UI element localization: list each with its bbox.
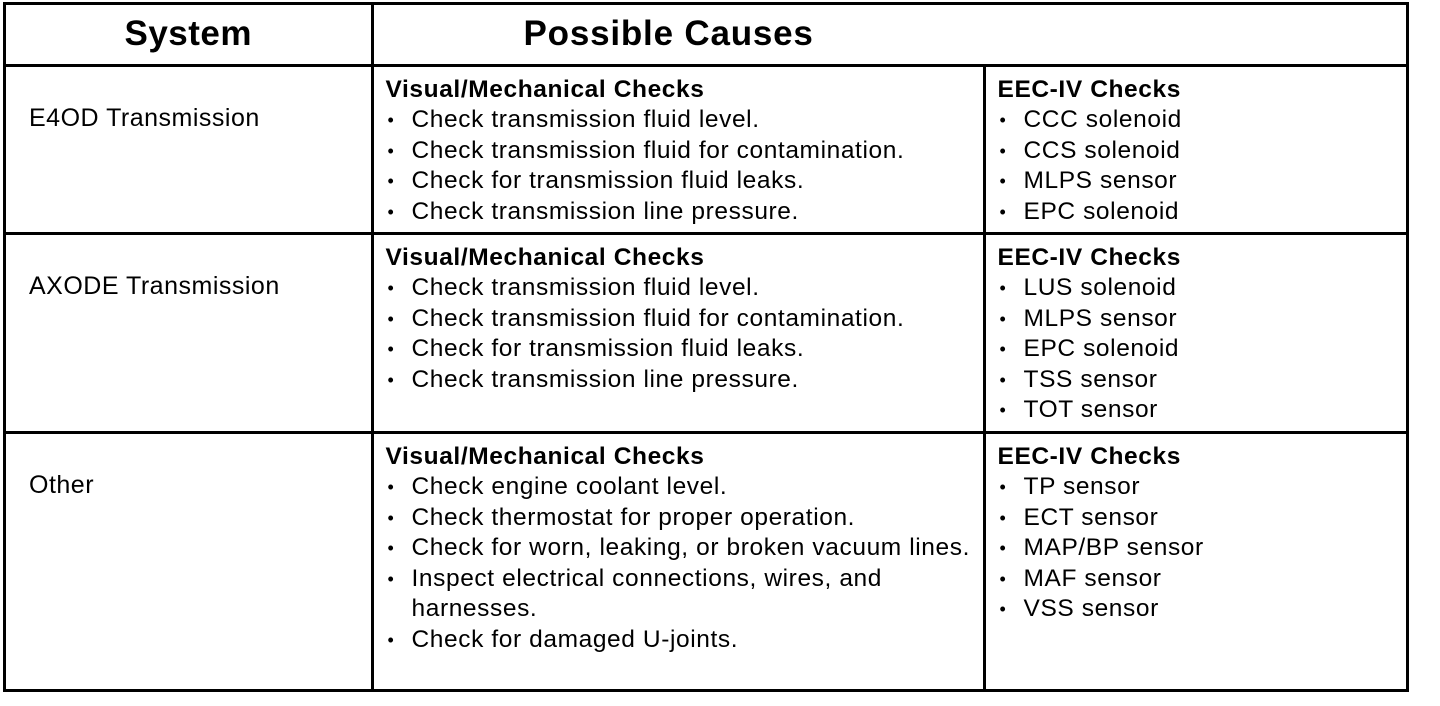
bullet-icon: • [999, 400, 1007, 420]
list-item-text: MLPS sensor [1023, 167, 1178, 194]
bullet-icon: • [387, 629, 395, 650]
bullet-icon: • [999, 538, 1007, 558]
list-item-text: CCS solenoid [1023, 136, 1181, 164]
list-item [386, 304, 975, 335]
bullet-icon: • [387, 140, 395, 161]
bullet-icon: • [999, 568, 1007, 589]
eec-checks-cell [984, 432, 1406, 689]
visual-checks-list [386, 273, 975, 395]
list-item [998, 503, 1399, 534]
list-item [998, 594, 1399, 625]
bullet-icon: • [387, 477, 395, 497]
list-item [998, 395, 1399, 426]
list-item [998, 197, 1399, 228]
list-item-text: Check for transmission fluid leaks. [411, 335, 805, 362]
bullet-icon: • [999, 308, 1007, 329]
visual-checks-cell [372, 233, 984, 432]
list-item-text: Check for transmission fluid leaks. [411, 167, 805, 194]
visual-checks-cell [372, 432, 984, 689]
list-item-text: EPC solenoid [1023, 335, 1180, 362]
list-item [386, 365, 975, 396]
list-item [386, 105, 975, 136]
list-item-text: Check thermostat for proper operation. [411, 503, 856, 531]
list-item [386, 334, 975, 365]
eec-checks-title: EEC-IV Checks [997, 243, 1181, 271]
list-item [998, 105, 1399, 136]
list-item [998, 533, 1399, 564]
list-item-text: Check for worn, leaking, or broken vacuum lines. [411, 534, 971, 561]
list-item-text: Check transmission line pressure. [411, 197, 799, 225]
list-item-text: Check transmission fluid level. [411, 106, 760, 133]
bullet-icon: • [999, 201, 1007, 222]
eec-checks-list [998, 273, 1399, 426]
list-item-text: Check for damaged U-joints. [411, 625, 739, 653]
list-item-text: Check transmission fluid for contamination. [411, 136, 905, 164]
bullet-icon: • [999, 171, 1007, 191]
bullet-icon: • [387, 568, 395, 589]
bullet-icon: • [999, 140, 1007, 161]
bullet-icon: • [999, 369, 1007, 390]
list-item-text: CCC solenoid [1023, 106, 1182, 133]
list-item-text: MAF sensor [1023, 564, 1162, 592]
visual-checks-title: Visual/Mechanical Checks [385, 75, 705, 103]
list-item [998, 365, 1399, 396]
diagnostic-table-frame [3, 2, 1409, 692]
visual-checks-title: Visual/Mechanical Checks [385, 243, 705, 271]
bullet-icon: • [387, 171, 395, 191]
list-item [998, 564, 1399, 595]
list-item-text: Check engine coolant level. [411, 473, 728, 500]
bullet-icon: • [387, 538, 395, 558]
list-item-text: TOT sensor [1023, 396, 1158, 423]
table-row [6, 65, 1406, 233]
list-item [386, 503, 975, 534]
list-item-text: EPC solenoid [1023, 197, 1180, 225]
header-possible-causes: Possible Causes [372, 5, 1406, 65]
bullet-icon: • [387, 369, 395, 390]
list-item [386, 197, 975, 228]
eec-checks-cell [984, 65, 1406, 233]
bullet-icon: • [999, 477, 1007, 497]
bullet-icon: • [999, 339, 1007, 359]
list-item-text: Check transmission fluid for contamination. [411, 304, 905, 332]
bullet-icon: • [387, 339, 395, 359]
list-item-text: LUS solenoid [1023, 274, 1177, 301]
list-item [386, 166, 975, 197]
visual-checks-title: Visual/Mechanical Checks [385, 442, 705, 470]
list-item [386, 625, 975, 656]
list-item [998, 304, 1399, 335]
list-item-text: ECT sensor [1023, 503, 1159, 531]
bullet-icon: • [999, 110, 1007, 130]
system-cell: AXODE Transmission [6, 233, 372, 432]
system-cell: E4OD Transmission [6, 65, 372, 233]
list-item-text: Check transmission line pressure. [411, 365, 799, 393]
list-item-text: VSS sensor [1023, 595, 1159, 622]
list-item-text: Check transmission fluid level. [411, 274, 760, 301]
bullet-icon: • [387, 110, 395, 130]
table-row [6, 233, 1406, 432]
eec-checks-title: EEC-IV Checks [997, 75, 1181, 103]
header-system: System [6, 5, 372, 65]
list-item-text: MLPS sensor [1023, 304, 1178, 332]
diagnostic-table [6, 5, 1406, 689]
list-item [386, 533, 975, 564]
eec-checks-title: EEC-IV Checks [997, 442, 1181, 470]
list-item [386, 273, 975, 304]
list-item-text: MAP/BP sensor [1023, 534, 1204, 561]
bullet-icon: • [387, 201, 395, 222]
table-header-row [6, 5, 1406, 65]
eec-checks-cell [984, 233, 1406, 432]
bullet-icon: • [999, 507, 1007, 528]
list-item [386, 564, 975, 625]
list-item [386, 136, 975, 167]
list-item [386, 472, 975, 503]
system-cell: Other [6, 432, 372, 689]
list-item-text: TP sensor [1023, 473, 1141, 500]
bullet-icon: • [387, 278, 395, 298]
list-item [998, 273, 1399, 304]
visual-checks-list [386, 105, 975, 227]
bullet-icon: • [999, 278, 1007, 298]
visual-checks-cell [372, 65, 984, 233]
bullet-icon: • [387, 308, 395, 329]
bullet-icon: • [999, 599, 1007, 619]
list-item-text: TSS sensor [1023, 365, 1158, 393]
list-item-text: Inspect electrical connections, wires, and harnesses. [411, 564, 883, 622]
list-item [998, 166, 1399, 197]
bullet-icon: • [387, 507, 395, 528]
table-row [6, 432, 1406, 689]
list-item [998, 136, 1399, 167]
eec-checks-list [998, 472, 1399, 625]
list-item [998, 334, 1399, 365]
eec-checks-list [998, 105, 1399, 227]
visual-checks-list [386, 472, 975, 655]
list-item [998, 472, 1399, 503]
